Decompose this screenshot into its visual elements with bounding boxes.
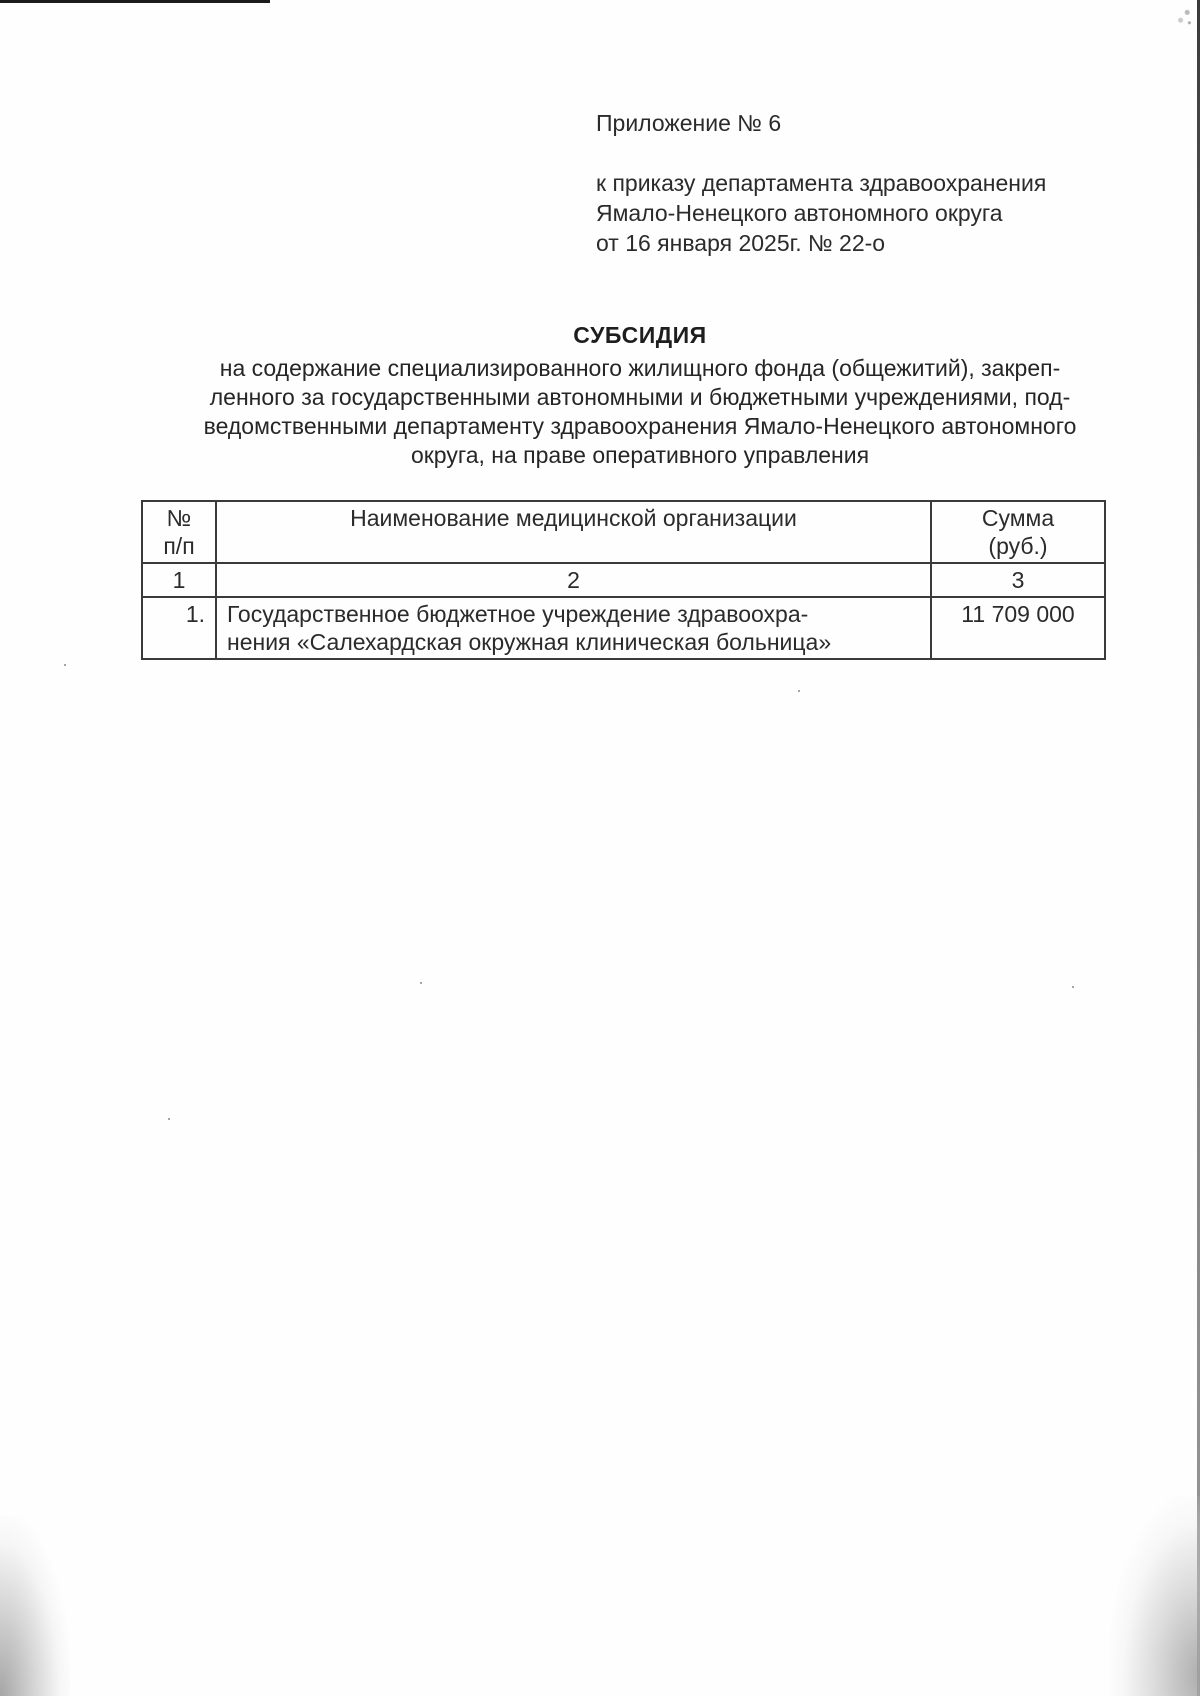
- column-number: 1: [142, 563, 216, 597]
- header-number-abbr: п/п: [163, 533, 195, 559]
- order-reference-line: Ямало-Ненецкого автономного округа: [596, 200, 1003, 226]
- table-row: [142, 597, 1105, 659]
- scan-artifact-top-right: [1174, 2, 1196, 28]
- column-number-row: [142, 563, 1105, 597]
- appendix-header: [596, 108, 1046, 258]
- header-sum-label: Сумма: [981, 505, 1055, 531]
- subtitle-line: на содержание специализированного жилищного фонда (общежитий), закреп-: [219, 355, 1061, 381]
- order-reference-line: к приказу департамента здравоохранения: [596, 170, 1047, 196]
- row-number: 1.: [142, 597, 216, 659]
- organization-name-line: нения «Салехардская окружная клиническая больница»: [227, 629, 832, 655]
- subtitle-line: округа, на праве оперативного управления: [410, 442, 870, 468]
- subsidy-table: [141, 500, 1106, 660]
- order-date-number: от 16 января 2025г. № 22-о: [596, 230, 886, 256]
- scan-artifact-bottom-right: [1110, 1496, 1200, 1696]
- column-number: 2: [216, 563, 931, 597]
- scan-speck: [420, 982, 422, 984]
- scan-speck: [798, 690, 800, 692]
- column-number: 3: [931, 563, 1105, 597]
- document-title: СУБСИДИЯ: [573, 322, 707, 348]
- scan-speck: [168, 1118, 170, 1120]
- table-header-row: [142, 501, 1105, 563]
- scan-speck: [1072, 986, 1074, 988]
- header-number-symbol: №: [166, 505, 192, 531]
- header-sum-unit: (руб.): [988, 533, 1048, 559]
- scan-speck: [64, 664, 66, 666]
- scan-edge-top: [0, 0, 270, 3]
- subtitle-line: ленного за государственными автономными и бюджетными учреждениями, под-: [209, 384, 1071, 410]
- appendix-number: Приложение № 6: [596, 110, 782, 136]
- subsidy-amount: 11 709 000: [931, 597, 1105, 659]
- header-organization-name: Наименование медицинской организации: [216, 501, 931, 563]
- document-subtitle: [140, 354, 1140, 470]
- organization-name-line: Государственное бюджетное учреждение здравоохра-: [227, 601, 809, 627]
- subtitle-line: ведомственными департаменту здравоохранения Ямало-Ненецкого автономного: [203, 413, 1077, 439]
- header-sum: [931, 501, 1105, 563]
- scan-artifact-bottom-left: [0, 1516, 70, 1696]
- organization-name: [216, 597, 931, 659]
- header-number: [142, 501, 216, 563]
